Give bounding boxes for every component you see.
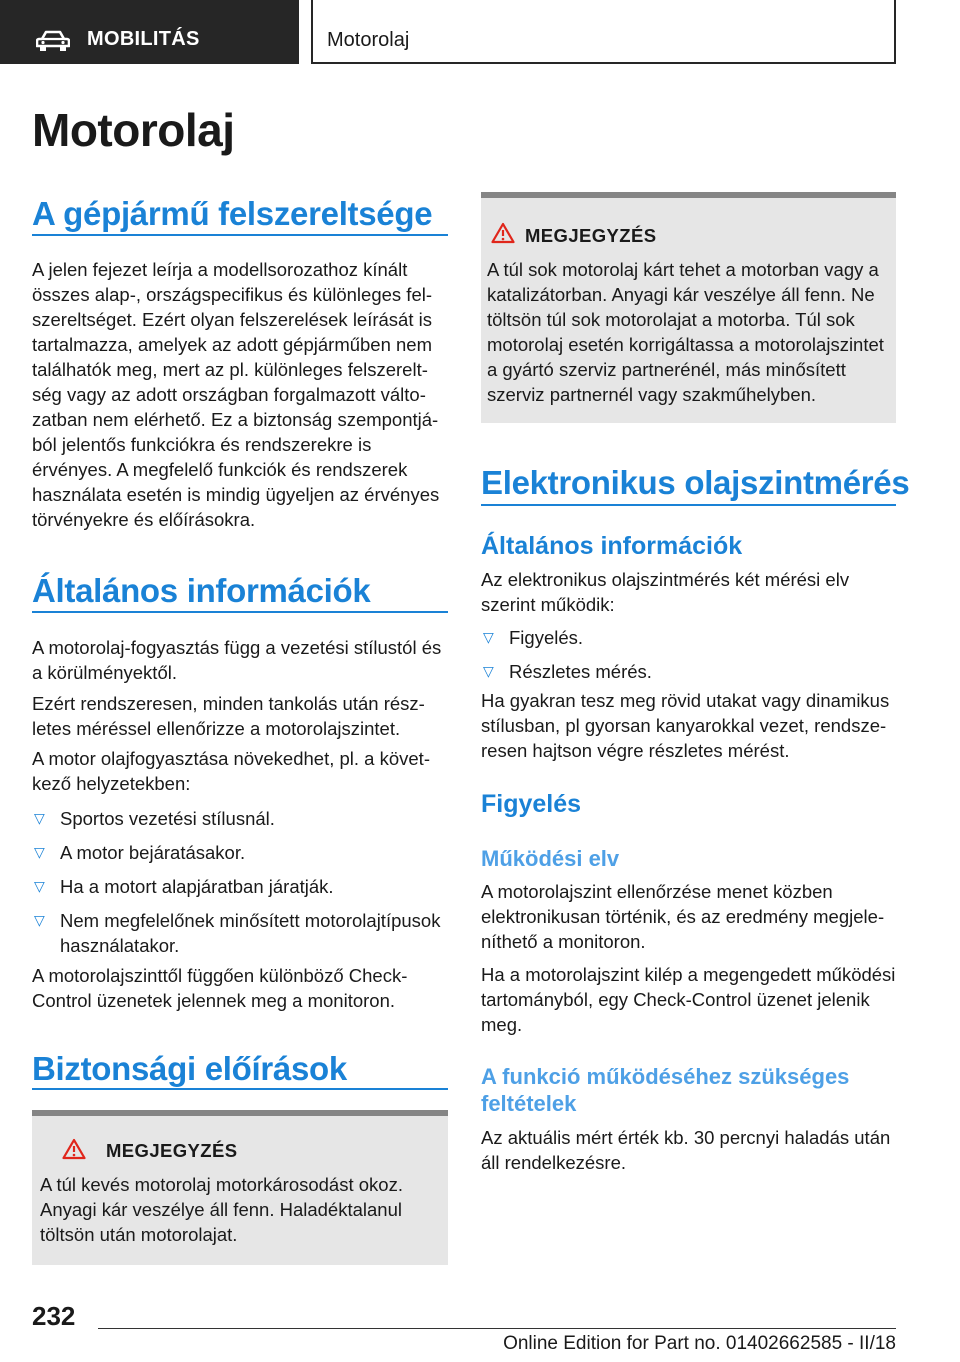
equipment-heading: A gépjármű felszereltsége [32, 195, 433, 232]
warning-icon [491, 222, 515, 244]
footer-rule [98, 1328, 896, 1329]
list-item: ▽ Sportos vezetési stílusnál. [34, 808, 275, 829]
safety-heading: Biztonsági előírások [32, 1050, 347, 1087]
note-text: A túl sok motorolaj kárt tehet a motorban vagy a katalizátorban. Anyagi kár veszélye áll fenn. Ne töltsön túl sok motorolajat a motorba. Túl sok motorolaj esetén korrigáltassa a motorolajszintet a gyártó szerviz partnerénél, más minősített szerviz partnernél vagy szakműhelyben. [487, 259, 884, 405]
equipment-text: A jelen fejezet leírja a modellsorozathoz kínált összes alap-, országspecifikus és különleges felszereltséget. Ezért olyan felszerelések leírását is tartalmazza, amelyek az adott gépjárműben nem találhatók meg, mert az pl. különleges felszereltség vagy az adott országban forgalmazott változatban nem elérhető. Ez a biztonság szempontjából jelentős funkciókra és rendszerekre is érvényes. A megfelelő funkciók és rendszerek használata esetén is mindig ügyeljen az érvényes törvényekre és előírásokra. [32, 259, 440, 530]
car-icon [36, 30, 70, 52]
warning-note [481, 192, 896, 423]
monitoring-heading: Figyelés [481, 790, 582, 818]
electronic-heading: Elektronikus olajszintmérés [481, 464, 910, 501]
bullet-triangle-icon: ▽ [34, 810, 45, 826]
warning-note [32, 1110, 448, 1265]
heading-rule [32, 1088, 448, 1090]
electronic-p2: Ha gyakran tesz meg rövid utakat vagy dinamikus stílusban, pl gyorsan kanyarokkal vezet, rendszeresen hajtson végre részletes mérést. [481, 690, 890, 761]
principle-heading: Működési elv [481, 846, 620, 871]
note-heading: MEGJEGYZÉS [525, 225, 657, 246]
list-item: ▽ Nem megfelelőnek minősített motorolajtípusok használatakor. [34, 910, 441, 956]
list-item: ▽ A motor bejáratásakor. [34, 842, 246, 863]
requirements-text: Az aktuális mért érték kb. 30 percnyi haladás után áll rendelkezésre. [481, 1127, 891, 1173]
section-label: MOBILITÁS [87, 28, 200, 50]
principle-p1: A motorolajszint ellenőrzése menet közben elektronikusan történik, és az eredmény megjeleníthető a monitoron. [481, 881, 885, 952]
edition-text: Online Edition for Part no. 01402662585 - II/18 [503, 1333, 896, 1354]
general-p3: A motor olajfogyasztása növekedhet, pl. a következő helyzetekben: [32, 748, 430, 794]
list-item: ▽ Ha a motort alapjáratban járatják. [34, 876, 334, 897]
general-p1: A motorolaj-fogyasztás függ a vezetési stílustól és a körülményektől. [32, 637, 442, 683]
page-title: Motorolaj [32, 104, 235, 156]
list-item: ▽ Figyelés. [483, 627, 584, 648]
electronic-general-text: Az elektronikus olajszintmérés két mérési elv szerint működik: [481, 569, 850, 615]
general-p2: Ezért rendszeresen, minden tankolás után részletes méréssel ellenőrizze a motorolajszintet. [32, 693, 425, 739]
page-header-box [311, 0, 896, 64]
general-heading: Általános információk [32, 572, 371, 609]
principle-p2: Ha a motorolajszint kilép a megengedett működési tartományból, egy Check-Control üzenet jelenik meg. [481, 964, 896, 1035]
note-text: A túl kevés motorolaj motorkárosodást okoz. Anyagi kár veszélye áll fenn. Haladéktalanul töltsön után motorolajat. [40, 1174, 403, 1245]
heading-rule [32, 611, 448, 613]
requirements-heading: A funkció működéséhez szükséges feltételek [481, 1064, 850, 1116]
section-tab[interactable] [0, 0, 299, 64]
heading-rule [481, 504, 896, 506]
electronic-general-heading: Általános információk [481, 532, 743, 560]
bullet-triangle-icon: ▽ [34, 912, 45, 928]
heading-rule [32, 234, 448, 236]
warning-icon [62, 1138, 86, 1160]
bullet-triangle-icon: ▽ [483, 663, 494, 679]
note-heading: MEGJEGYZÉS [106, 1140, 238, 1161]
general-p4: A motorolajszinttől függően különböző Check-Control üzenetek jelennek meg a monitoron. [32, 965, 408, 1011]
bullet-triangle-icon: ▽ [483, 629, 494, 645]
bullet-triangle-icon: ▽ [34, 878, 45, 894]
page-number: 232 [32, 1301, 76, 1331]
list-item: ▽ Részletes mérés. [483, 661, 652, 682]
bullet-triangle-icon: ▽ [34, 844, 45, 860]
page-header-label: Motorolaj [327, 29, 410, 51]
